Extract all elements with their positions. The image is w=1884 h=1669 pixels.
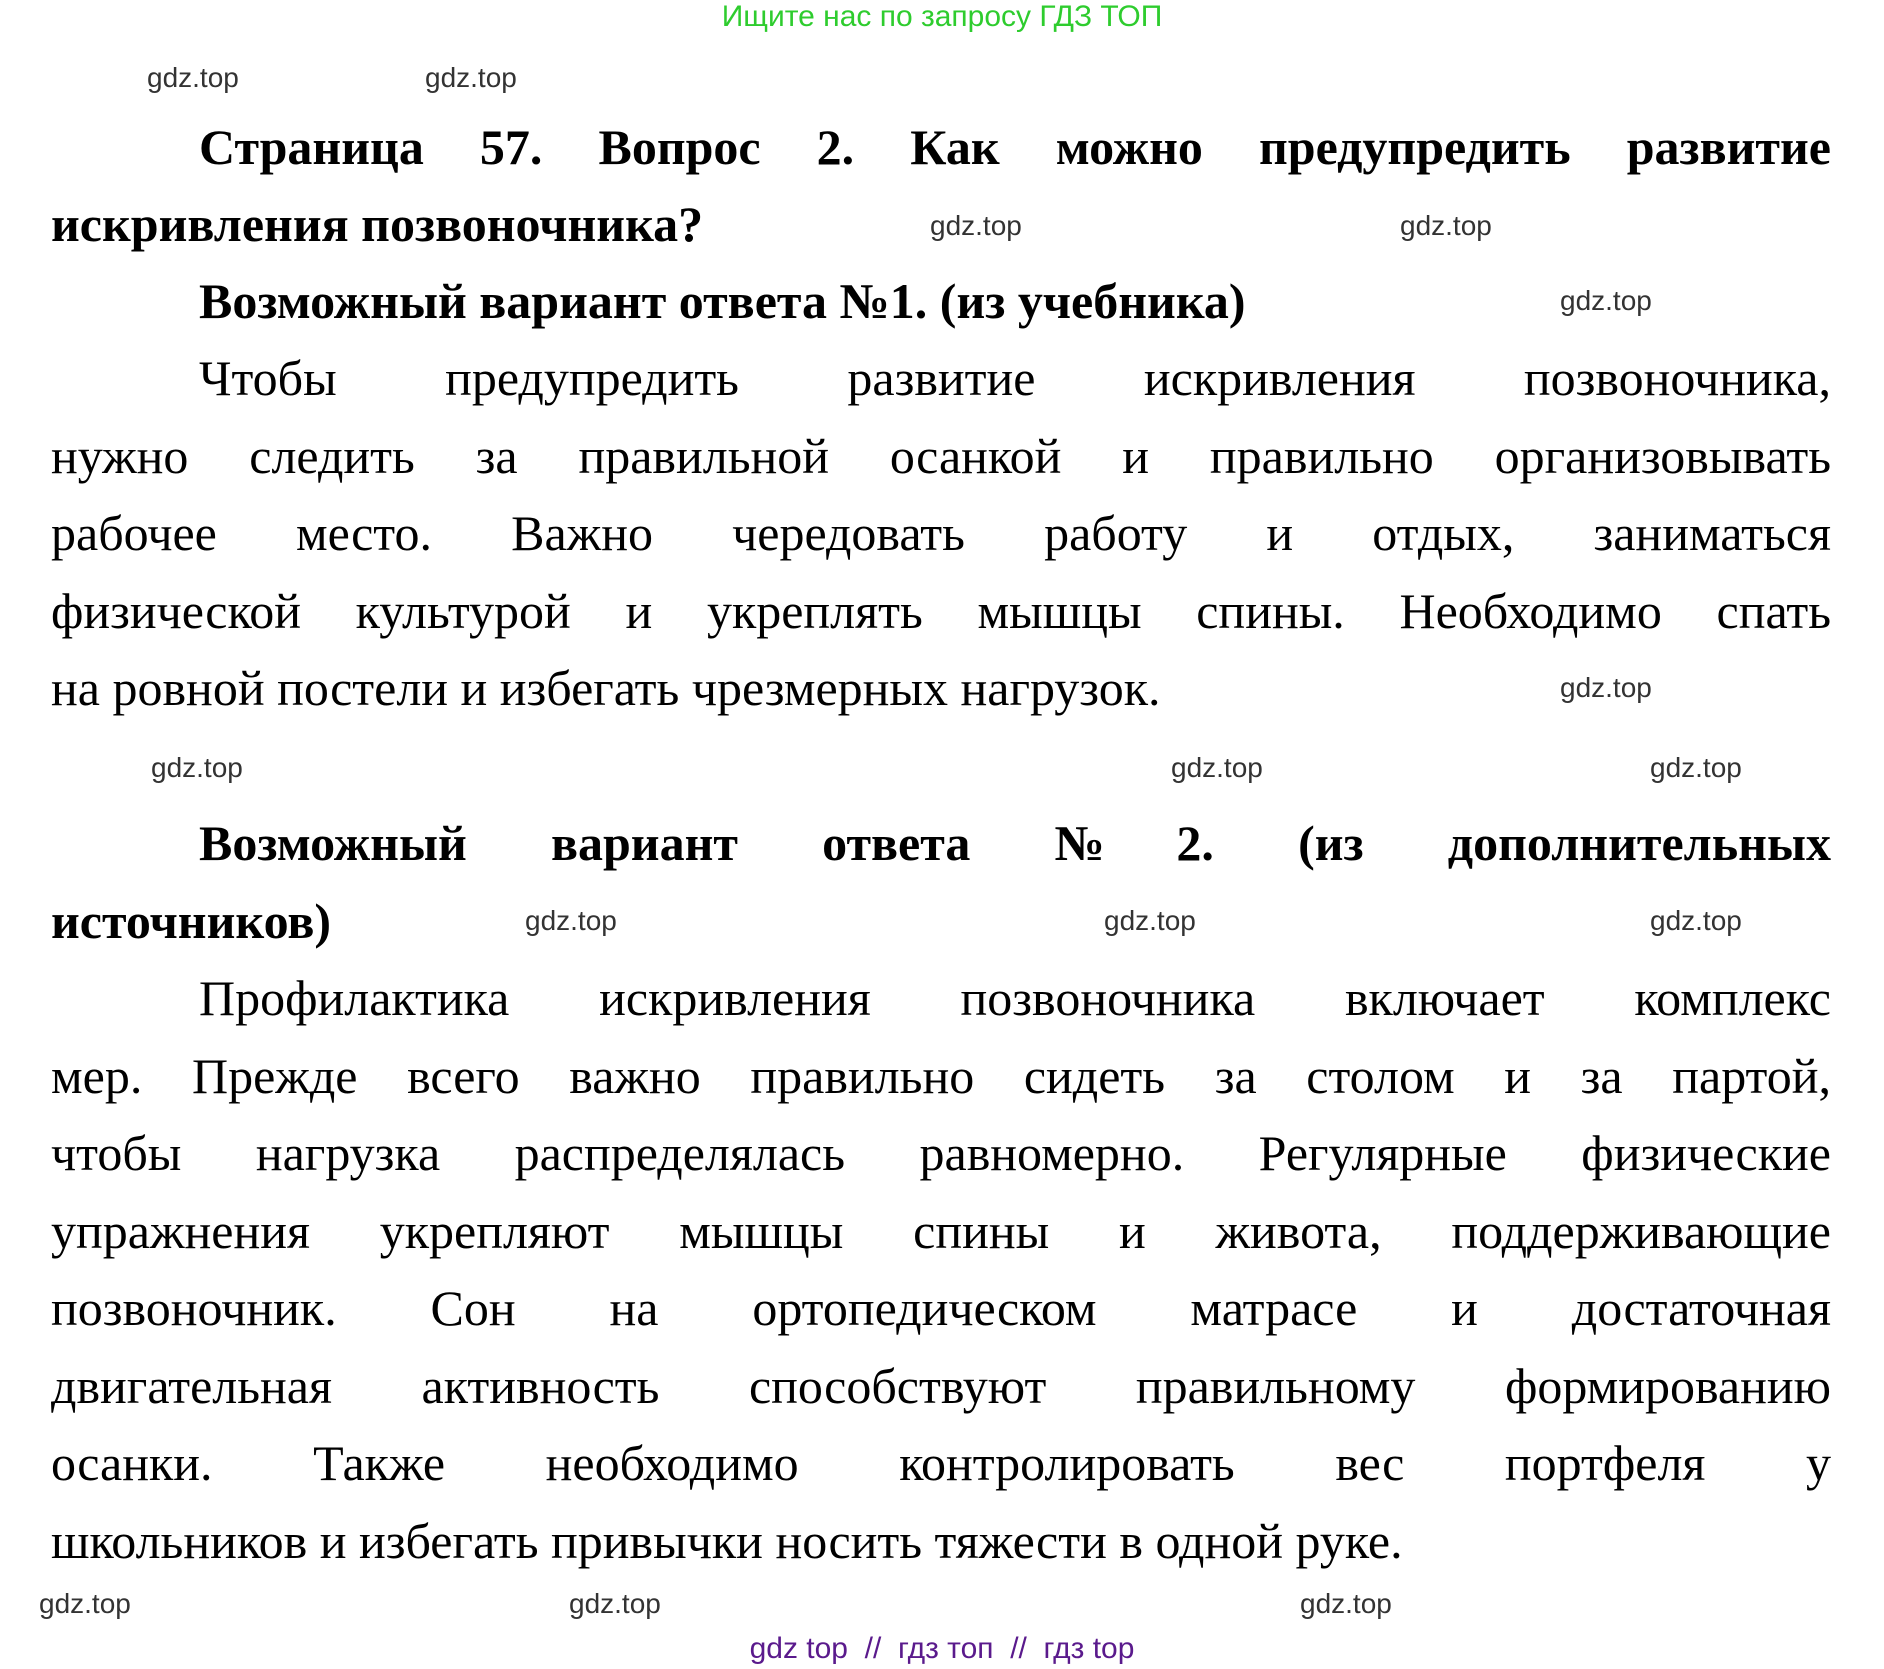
watermark: gdz.top <box>569 1588 661 1619</box>
watermark: gdz.top <box>1560 672 1652 703</box>
answer2-line: позвоночник. Сон на ортопедическом матрасе и достаточная <box>51 1280 1831 1336</box>
answer1-line: на ровной постели и избегать чрезмерных нагрузок. <box>51 660 1161 716</box>
watermark: gdz.top <box>425 62 517 93</box>
answer2-heading-line: Возможный вариант ответа №2. (из дополнительных <box>199 815 1831 871</box>
answer1-line: физической культурой и укреплять мышцы спины. Необходимо спать <box>51 583 1831 639</box>
watermark: gdz.top <box>1104 905 1196 936</box>
watermark: gdz.top <box>39 1588 131 1619</box>
answer2-line: осанки. Также необходимо контролировать вес портфеля у <box>51 1435 1831 1491</box>
watermark: gdz.top <box>1171 752 1263 783</box>
watermark: gdz.top <box>1650 905 1742 936</box>
answer2-line: школьников и избегать привычки носить тяжести в одной руке. <box>51 1513 1403 1569</box>
answer1-line: Чтобы предупредить развитие искривления позвоночника, <box>199 350 1831 406</box>
watermark: gdz.top <box>930 210 1022 241</box>
answer1-line: рабочее место. Важно чередовать работу и отдых, заниматься <box>51 505 1831 561</box>
watermark: gdz.top <box>151 752 243 783</box>
answer2-line: двигательная активность способствуют правильному формированию <box>51 1358 1831 1414</box>
watermark: gdz.top <box>1650 752 1742 783</box>
watermark: gdz.top <box>1560 285 1652 316</box>
watermark: gdz.top <box>1300 1588 1392 1619</box>
watermark: gdz.top <box>525 905 617 936</box>
question-title-line: Страница 57. Вопрос 2. Как можно предупредить развитие <box>199 119 1831 175</box>
answer2-line: чтобы нагрузка распределялась равномерно. Регулярные физические <box>51 1125 1831 1181</box>
answer1-heading: Возможный вариант ответа №1. (из учебника) <box>199 273 1246 329</box>
answer2-line: Профилактика искривления позвоночника включает комплекс <box>199 970 1831 1026</box>
answer1-line: нужно следить за правильной осанкой и правильно организовывать <box>51 428 1831 484</box>
answer2-line: упражнения укрепляют мышцы спины и живота, поддерживающие <box>51 1203 1831 1259</box>
watermark: gdz.top <box>147 62 239 93</box>
watermark: gdz.top <box>1400 210 1492 241</box>
question-title-line: искривления позвоночника? <box>51 196 704 252</box>
footer-ad[interactable]: gdz top // гдз топ // гдз top <box>749 1632 1135 1665</box>
header-ad[interactable]: Ищите нас по запросу ГДЗ ТОП <box>721 0 1163 33</box>
answer2-heading-line: источников) <box>51 893 331 949</box>
answer2-line: мер. Прежде всего важно правильно сидеть за столом и за партой, <box>51 1048 1831 1104</box>
